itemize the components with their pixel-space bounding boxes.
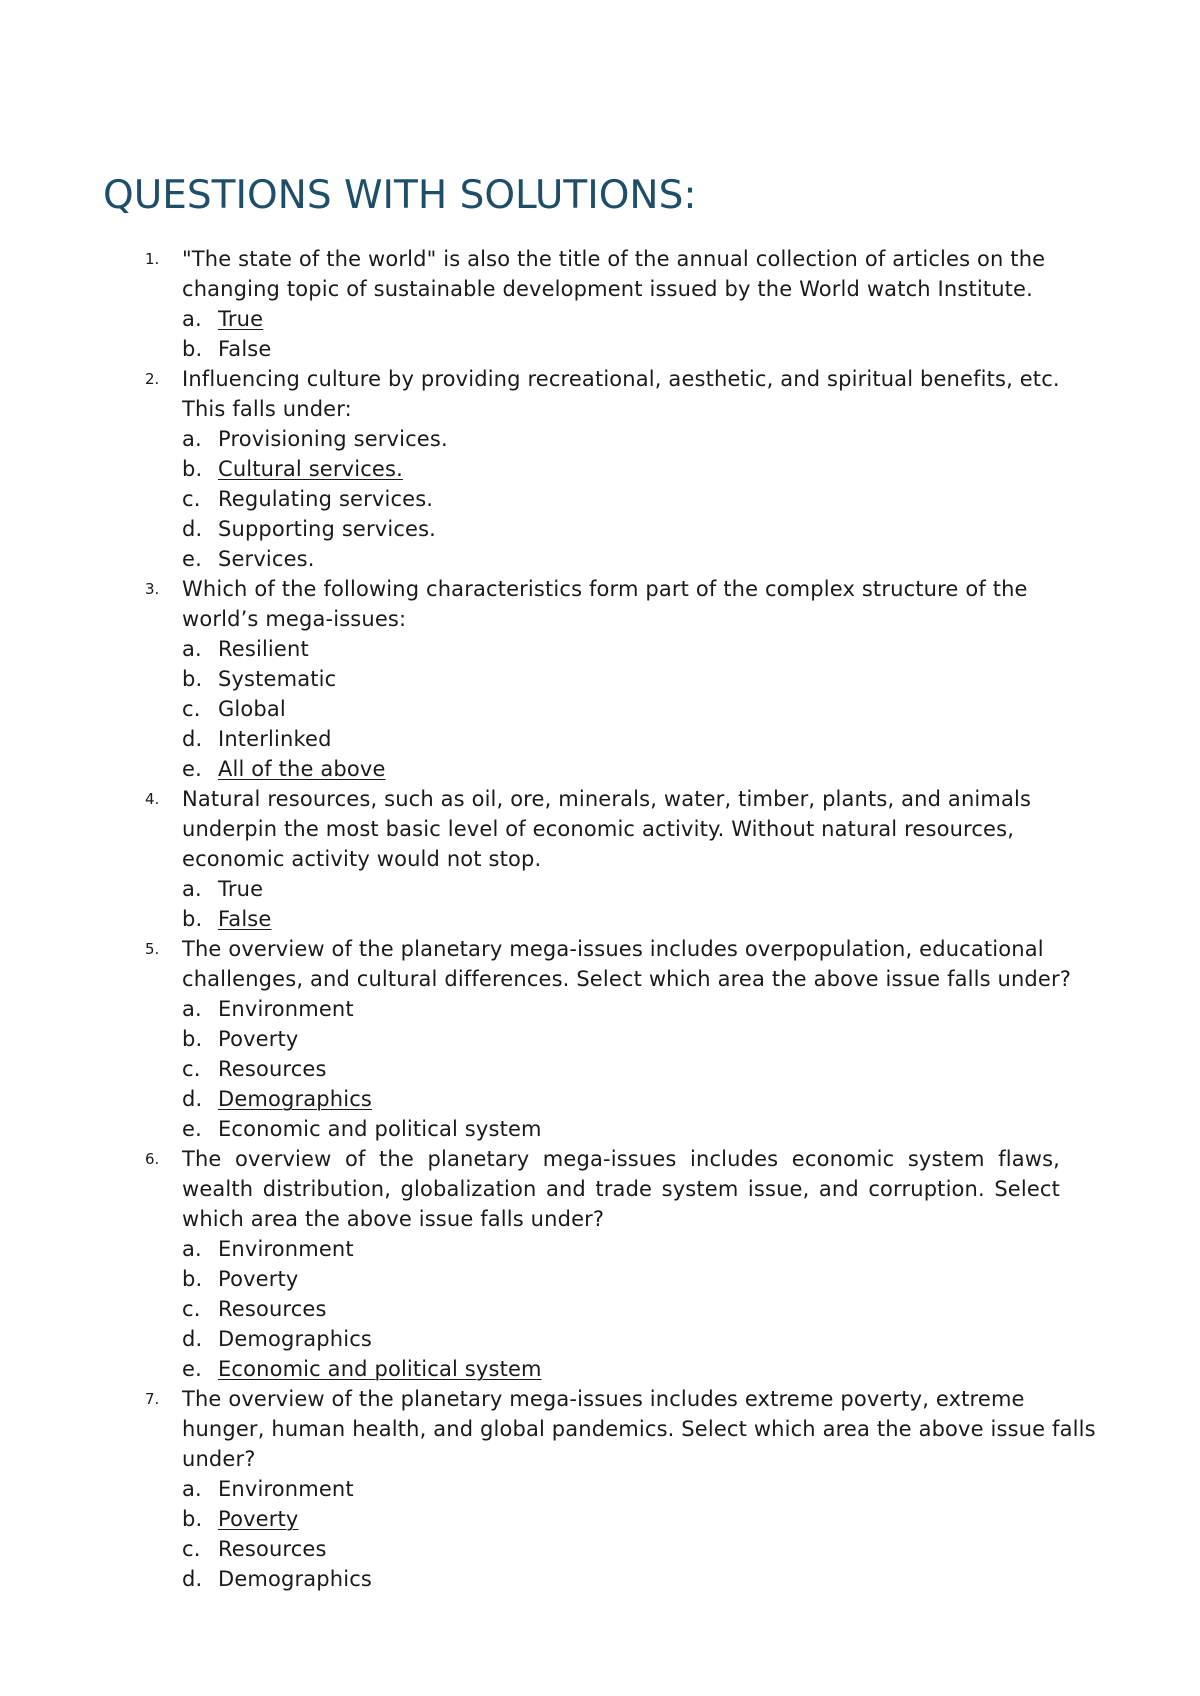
answer-option bbox=[0, 724, 1200, 754]
option-text: Environment bbox=[218, 997, 354, 1021]
question-number: 6. bbox=[145, 1150, 160, 1168]
question-text: The overview of the planetary mega-issues includes overpopulation, educational challenges, and cultural differences. Select which area the above issue falls under? bbox=[182, 937, 1072, 991]
answer-option bbox=[0, 1564, 1200, 1594]
page-title: QUESTIONS WITH SOLUTIONS: bbox=[103, 173, 697, 218]
option-text: Services. bbox=[218, 547, 315, 571]
answer-option bbox=[0, 454, 1200, 484]
option-letter: a. bbox=[182, 877, 202, 901]
option-letter: b. bbox=[182, 667, 203, 691]
option-list bbox=[0, 1234, 1200, 1384]
question-text: The overview of the planetary mega-issues includes economic system flaws, wealth distribution, globalization and trade system issue, and corruption. Select which area the above issue falls under? bbox=[182, 1147, 1060, 1231]
option-text: Demographics bbox=[218, 1567, 372, 1591]
answer-option bbox=[0, 1234, 1200, 1264]
option-text: True bbox=[218, 877, 264, 901]
option-letter: a. bbox=[182, 637, 202, 661]
option-text: Provisioning services. bbox=[218, 427, 448, 451]
option-text: Resources bbox=[218, 1537, 327, 1561]
option-text: Resources bbox=[218, 1297, 327, 1321]
question-item bbox=[0, 364, 1200, 574]
option-letter: a. bbox=[182, 427, 202, 451]
option-letter: d. bbox=[182, 727, 203, 751]
option-letter: b. bbox=[182, 1507, 203, 1531]
option-text: Poverty bbox=[218, 1267, 299, 1291]
option-letter: d. bbox=[182, 1327, 203, 1351]
correct-answer-text: True bbox=[218, 307, 264, 331]
question-text: Influencing culture by providing recreational, aesthetic, and spiritual benefits, etc. This falls under: bbox=[182, 367, 1060, 421]
answer-option bbox=[0, 874, 1200, 904]
question-item bbox=[0, 1384, 1200, 1594]
option-letter: c. bbox=[182, 1537, 201, 1561]
option-letter: c. bbox=[182, 1297, 201, 1321]
answer-option bbox=[0, 694, 1200, 724]
option-list bbox=[0, 994, 1200, 1144]
answer-option bbox=[0, 994, 1200, 1024]
option-text: Systematic bbox=[218, 667, 337, 691]
option-letter: a. bbox=[182, 1237, 202, 1261]
correct-answer-text: Demographics bbox=[218, 1087, 372, 1111]
option-text: Supporting services. bbox=[218, 517, 437, 541]
question-text: "The state of the world" is also the title of the annual collection of articles on the changing topic of sustainable development issued by the World watch Institute. bbox=[182, 247, 1046, 301]
answer-option bbox=[0, 1114, 1200, 1144]
answer-option bbox=[0, 664, 1200, 694]
option-list bbox=[0, 634, 1200, 784]
option-list bbox=[0, 424, 1200, 574]
option-letter: a. bbox=[182, 997, 202, 1021]
correct-answer-text: Economic and political system bbox=[218, 1357, 542, 1381]
answer-option bbox=[0, 304, 1200, 334]
question-number: 7. bbox=[145, 1390, 160, 1408]
option-list bbox=[0, 1474, 1200, 1594]
question-text: Natural resources, such as oil, ore, minerals, water, timber, plants, and animals underpin the most basic level of economic activity. Without natural resources, economic activity would not stop. bbox=[182, 787, 1032, 871]
answer-option bbox=[0, 904, 1200, 934]
answer-option bbox=[0, 484, 1200, 514]
answer-option bbox=[0, 1474, 1200, 1504]
answer-option bbox=[0, 1054, 1200, 1084]
question-text: The overview of the planetary mega-issues includes extreme poverty, extreme hunger, human health, and global pandemics. Select which area the above issue falls under? bbox=[182, 1387, 1096, 1471]
answer-option bbox=[0, 334, 1200, 364]
option-letter: b. bbox=[182, 337, 203, 361]
option-letter: c. bbox=[182, 1057, 201, 1081]
question-number: 1. bbox=[145, 250, 160, 268]
option-letter: b. bbox=[182, 907, 203, 931]
question-item bbox=[0, 574, 1200, 784]
option-text: Economic and political system bbox=[218, 1117, 542, 1141]
question-list bbox=[0, 244, 1200, 1594]
option-letter: a. bbox=[182, 307, 202, 331]
answer-option bbox=[0, 1324, 1200, 1354]
question-item bbox=[0, 244, 1200, 364]
question-text: Which of the following characteristics form part of the complex structure of the world’s mega-issues: bbox=[182, 577, 1028, 631]
option-list bbox=[0, 304, 1200, 364]
answer-option bbox=[0, 1294, 1200, 1324]
option-letter: d. bbox=[182, 517, 203, 541]
option-letter: a. bbox=[182, 1477, 202, 1501]
option-text: Regulating services. bbox=[218, 487, 434, 511]
question-number: 2. bbox=[145, 370, 160, 388]
question-item bbox=[0, 1144, 1200, 1384]
option-letter: c. bbox=[182, 487, 201, 511]
option-letter: e. bbox=[182, 1357, 202, 1381]
option-list bbox=[0, 874, 1200, 934]
answer-option bbox=[0, 1504, 1200, 1534]
option-text: Environment bbox=[218, 1477, 354, 1501]
answer-option bbox=[0, 1354, 1200, 1384]
option-text: Poverty bbox=[218, 1027, 299, 1051]
correct-answer-text: Poverty bbox=[218, 1507, 299, 1531]
option-text: Environment bbox=[218, 1237, 354, 1261]
correct-answer-text: All of the above bbox=[218, 757, 386, 781]
answer-option bbox=[0, 514, 1200, 544]
answer-option bbox=[0, 1084, 1200, 1114]
answer-option bbox=[0, 1264, 1200, 1294]
option-letter: e. bbox=[182, 547, 202, 571]
option-text: Resources bbox=[218, 1057, 327, 1081]
option-letter: e. bbox=[182, 1117, 202, 1141]
option-text: False bbox=[218, 337, 272, 361]
option-text: Resilient bbox=[218, 637, 309, 661]
option-letter: b. bbox=[182, 1027, 203, 1051]
question-number: 5. bbox=[145, 940, 160, 958]
option-text: Interlinked bbox=[218, 727, 332, 751]
option-letter: e. bbox=[182, 757, 202, 781]
option-letter: d. bbox=[182, 1567, 203, 1591]
answer-option bbox=[0, 424, 1200, 454]
answer-option bbox=[0, 1024, 1200, 1054]
correct-answer-text: Cultural services. bbox=[218, 457, 403, 481]
question-item bbox=[0, 934, 1200, 1144]
option-letter: d. bbox=[182, 1087, 203, 1111]
answer-option bbox=[0, 634, 1200, 664]
question-item bbox=[0, 784, 1200, 934]
answer-option bbox=[0, 754, 1200, 784]
answer-option bbox=[0, 1534, 1200, 1564]
question-number: 4. bbox=[145, 790, 160, 808]
answer-option bbox=[0, 544, 1200, 574]
option-letter: b. bbox=[182, 1267, 203, 1291]
option-text: Demographics bbox=[218, 1327, 372, 1351]
correct-answer-text: False bbox=[218, 907, 272, 931]
option-letter: c. bbox=[182, 697, 201, 721]
option-text: Global bbox=[218, 697, 286, 721]
option-letter: b. bbox=[182, 457, 203, 481]
question-number: 3. bbox=[145, 580, 160, 598]
